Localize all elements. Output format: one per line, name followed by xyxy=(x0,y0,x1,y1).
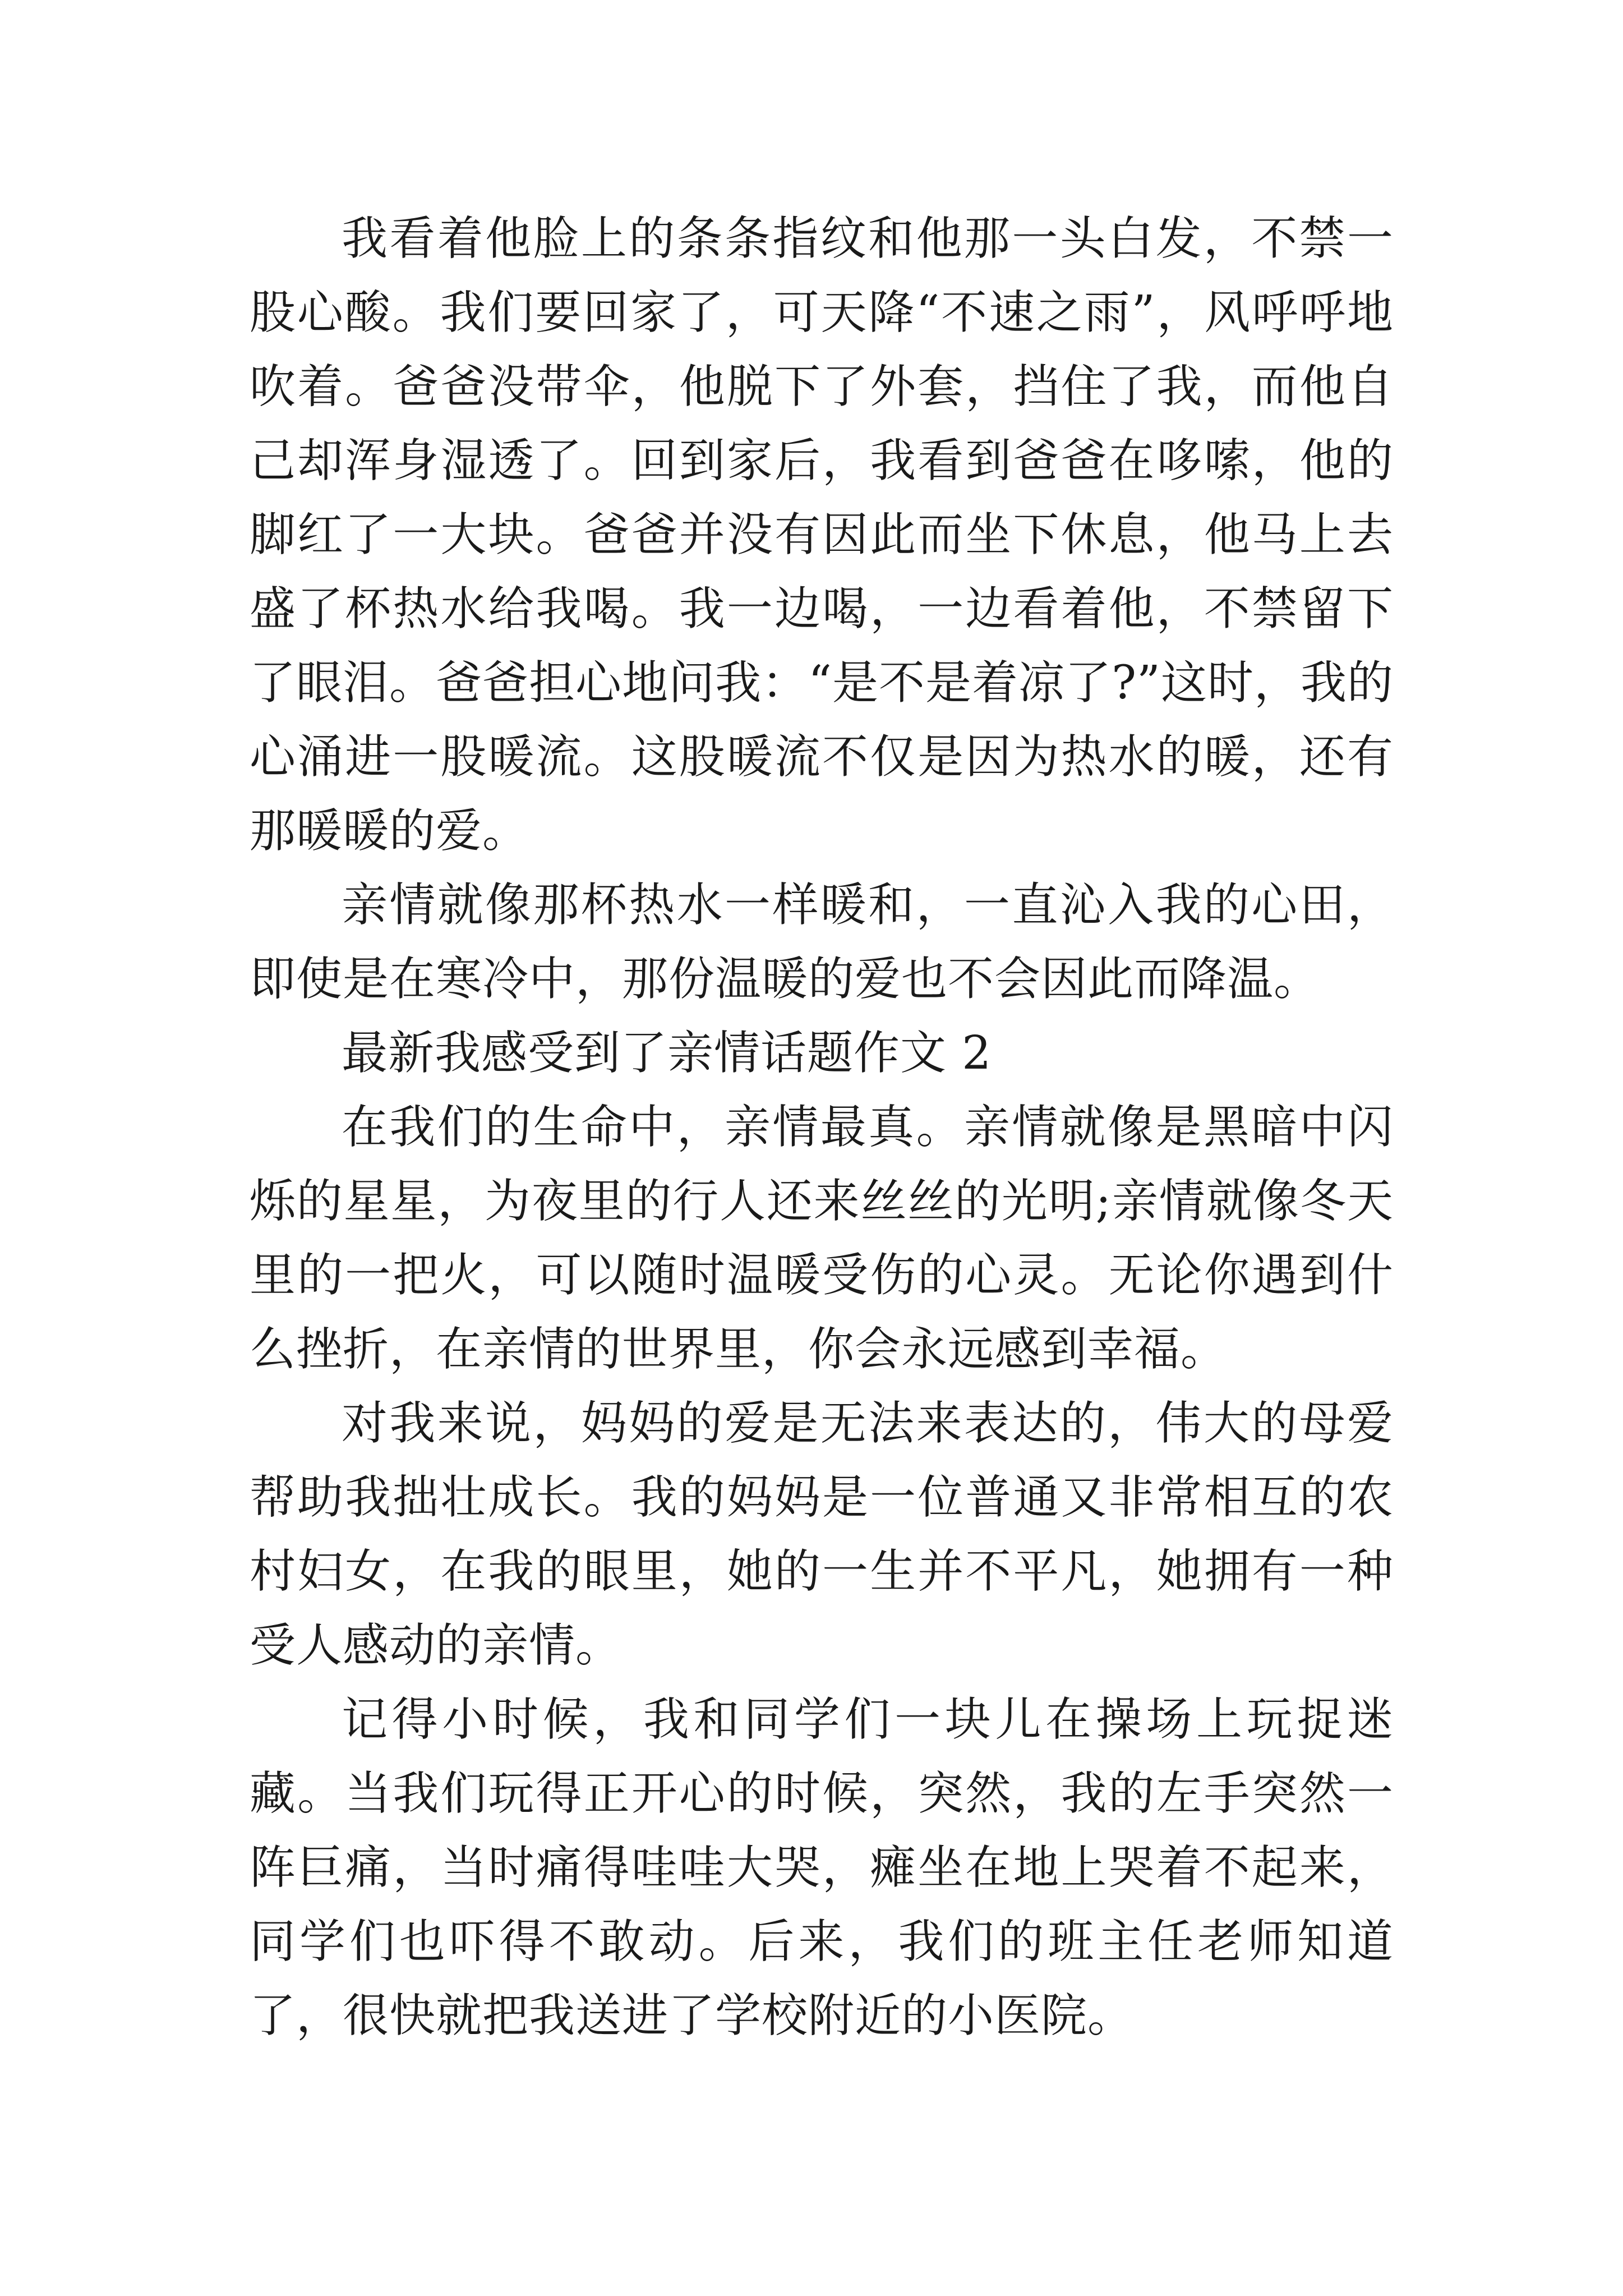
section-heading: 最新我感受到了亲情话题作文 2 xyxy=(342,1027,992,1080)
paragraph-father-rain: 我看着他脸上的条条指纹和他那一头白发，不禁一股心酸。我们要回家了，可天降“不速之雨”，风呼呼地吹着。爸爸没带伞，他脱下了外套，挡住了我，而他自己却浑身湿透了。回到家后，我看到爸爸在哆嗦，他的脚红了一大块。爸爸并没有因此而坐下休息，他马上去盛了杯热水给我喝。我一边喝，一边看着他，不禁留下了眼泪。爸爸担心地问我：“是不是着凉了?”这时，我的心涌进一股暖流。这股暖流不仅是因为热水的暖，还有那暖暖的爱。 xyxy=(250,212,1394,858)
document-body xyxy=(250,202,1394,2053)
paragraph-childhood-injury: 记得小时候，我和同学们一块儿在操场上玩捉迷藏。当我们玩得正开心的时候，突然，我的左手突然一阵巨痛，当时痛得哇哇大哭，瘫坐在地上哭着不起来，同学们也吓得不敢动。后来，我们的班主任老师知道了，很快就把我送进了学校附近的小医院。 xyxy=(250,1693,1394,2042)
paragraph-family-truest: 在我们的生命中，亲情最真。亲情就像是黑暗中闪烁的星星，为夜里的行人还来丝丝的光明;亲情就像冬天里的一把火，可以随时温暖受伤的心灵。无论你遇到什么挫折，在亲情的世界里，你会永远感到幸福。 xyxy=(250,1101,1394,1376)
paragraph-mother-love: 对我来说，妈妈的爱是无法来表达的，伟大的母爱帮助我拙壮成长。我的妈妈是一位普通又非常相互的农村妇女，在我的眼里，她的一生并不平凡，她拥有一种受人感动的亲情。 xyxy=(250,1397,1394,1672)
paragraph-family-warmth: 亲情就像那杯热水一样暖和，一直沁入我的心田，即使是在寒冷中，那份温暖的爱也不会因此而降温。 xyxy=(250,878,1394,1006)
